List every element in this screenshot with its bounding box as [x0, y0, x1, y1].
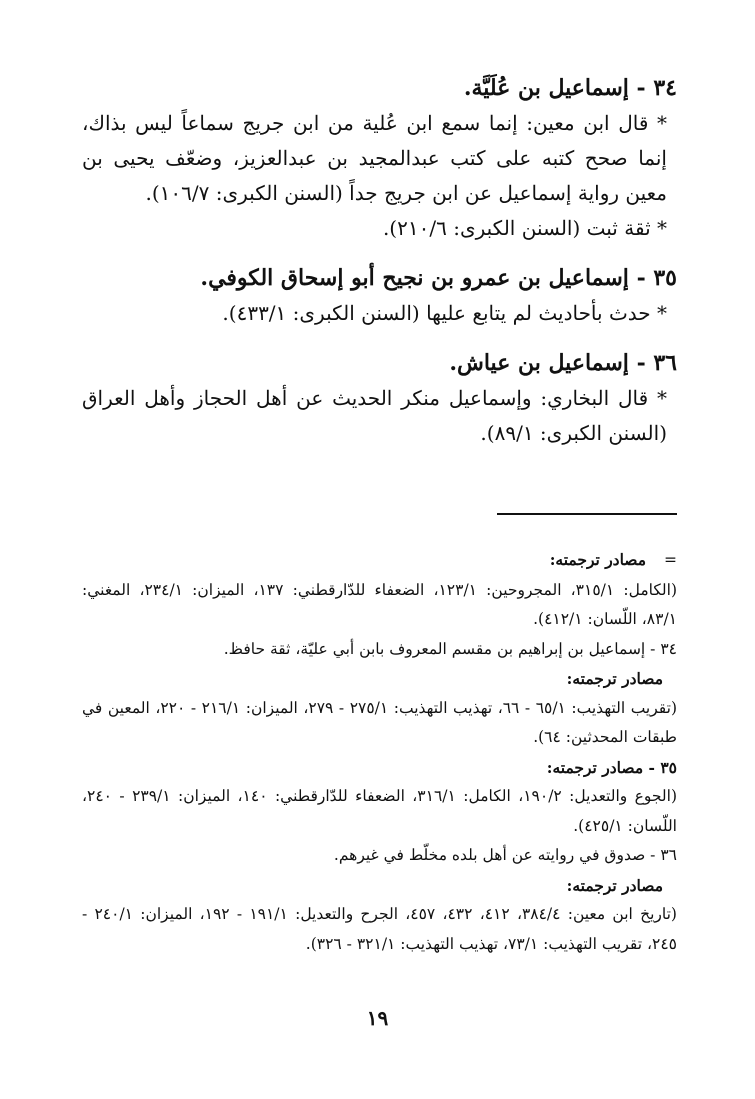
entry-heading: ٣٤ - إسماعيل بن عُلَيَّة. — [463, 75, 677, 101]
main-text — [82, 70, 677, 465]
footnotes — [82, 545, 677, 959]
footnote-34 — [82, 635, 677, 753]
entry-paragraph: * قال ابن معين: إنما سمع ابن عُلية من ابن جريج سماعاً ليس بذاك، إنما صحح كتبه على كتب عبدالمجيد بن عبدالعزيز، وضعّف يحيى بن معين رواية إسماعيل عن ابن جريج جداً (السنن الكبرى: ١٠٦/٧). — [82, 111, 667, 205]
sources-label: مصادر ترجمته: — [549, 550, 647, 569]
page-number: ١٩ — [366, 1006, 389, 1030]
entry-heading: ٣٥ - إسماعيل بن عمرو بن نجيح أبو إسحاق الكوفي. — [200, 265, 677, 291]
footnote-text: (الكامل: ٣١٥/١، المجروحين: ١٢٣/١، الضعفاء للدّارقطني: ١٣٧، الميزان: ٢٣٤/١، المغني: ٨٣/١، اللّسان: ٤١٢/١). — [82, 580, 677, 628]
entry-body — [82, 296, 667, 331]
footnote-text: (تقريب التهذيب: ٦٥/١ - ٦٦، تهذيب التهذيب: ٢٧٥/١ - ٢٧٩، الميزان: ٢١٦/١ - ٢٢٠، المعين في طبقات المحدثين: ٦٤). — [82, 698, 677, 746]
entry-heading: ٣٦ - إسماعيل بن عياش. — [449, 350, 677, 376]
sources-label: مصادر ترجمته: — [566, 669, 663, 688]
footnote-line: ٣٥ - مصادر ترجمته: — [546, 757, 677, 777]
footnote-text: (تاريخ ابن معين: ٣٨٤/٤، ٤١٢، ٤٣٢، ٤٥٧، الجرح والتعديل: ١٩١/١ - ١٩٢، الميزان: ٢٤٠/١ - ٢٤٥، تقريب التهذيب: ٧٣/١، تهذيب التهذيب: ٣٢١/١ - ٣٢٦). — [82, 905, 677, 953]
entry-35 — [82, 260, 677, 331]
continuation-marker: = — [664, 551, 677, 569]
sources-label: مصادر ترجمته: — [566, 875, 663, 895]
entry-paragraph: * ثقة ثبت (السنن الكبرى: ٢١٠/٦). — [382, 216, 667, 240]
footnote-text: (الجوع والتعديل: ١٩٠/٢، الكامل: ٣١٦/١، الضعفاء للدّارقطني: ١٤٠، الميزان: ٢٣٩/١ - ٢٤٠، اللّسان: ٤٢٥/١). — [82, 787, 677, 835]
entry-36 — [82, 345, 677, 451]
entry-paragraph: * حدث بأحاديث لم يتابع عليها (السنن الكبرى: ٤٣٣/١). — [222, 301, 667, 325]
footnote-separator — [497, 513, 677, 515]
footnote-line: ٣٦ - صدوق في روايته عن أهل بلده مخلّط في غيرهم. — [333, 846, 677, 864]
entry-body — [82, 106, 667, 246]
footnote-36 — [82, 841, 677, 959]
footnote-continuation — [82, 545, 677, 635]
entry-34 — [82, 70, 677, 246]
footnote-line: ٣٤ - إسماعيل بن إبراهيم بن مقسم المعروف بابن أبي عليّة، ثقة حافظ. — [223, 639, 677, 658]
entry-paragraph: * قال البخاري: وإسماعيل منكر الحديث عن أهل الحجاز وأهل العراق (السنن الكبرى: ٨٩/١). — [82, 386, 667, 445]
footnote-35 — [82, 753, 677, 842]
entry-body — [82, 381, 667, 451]
